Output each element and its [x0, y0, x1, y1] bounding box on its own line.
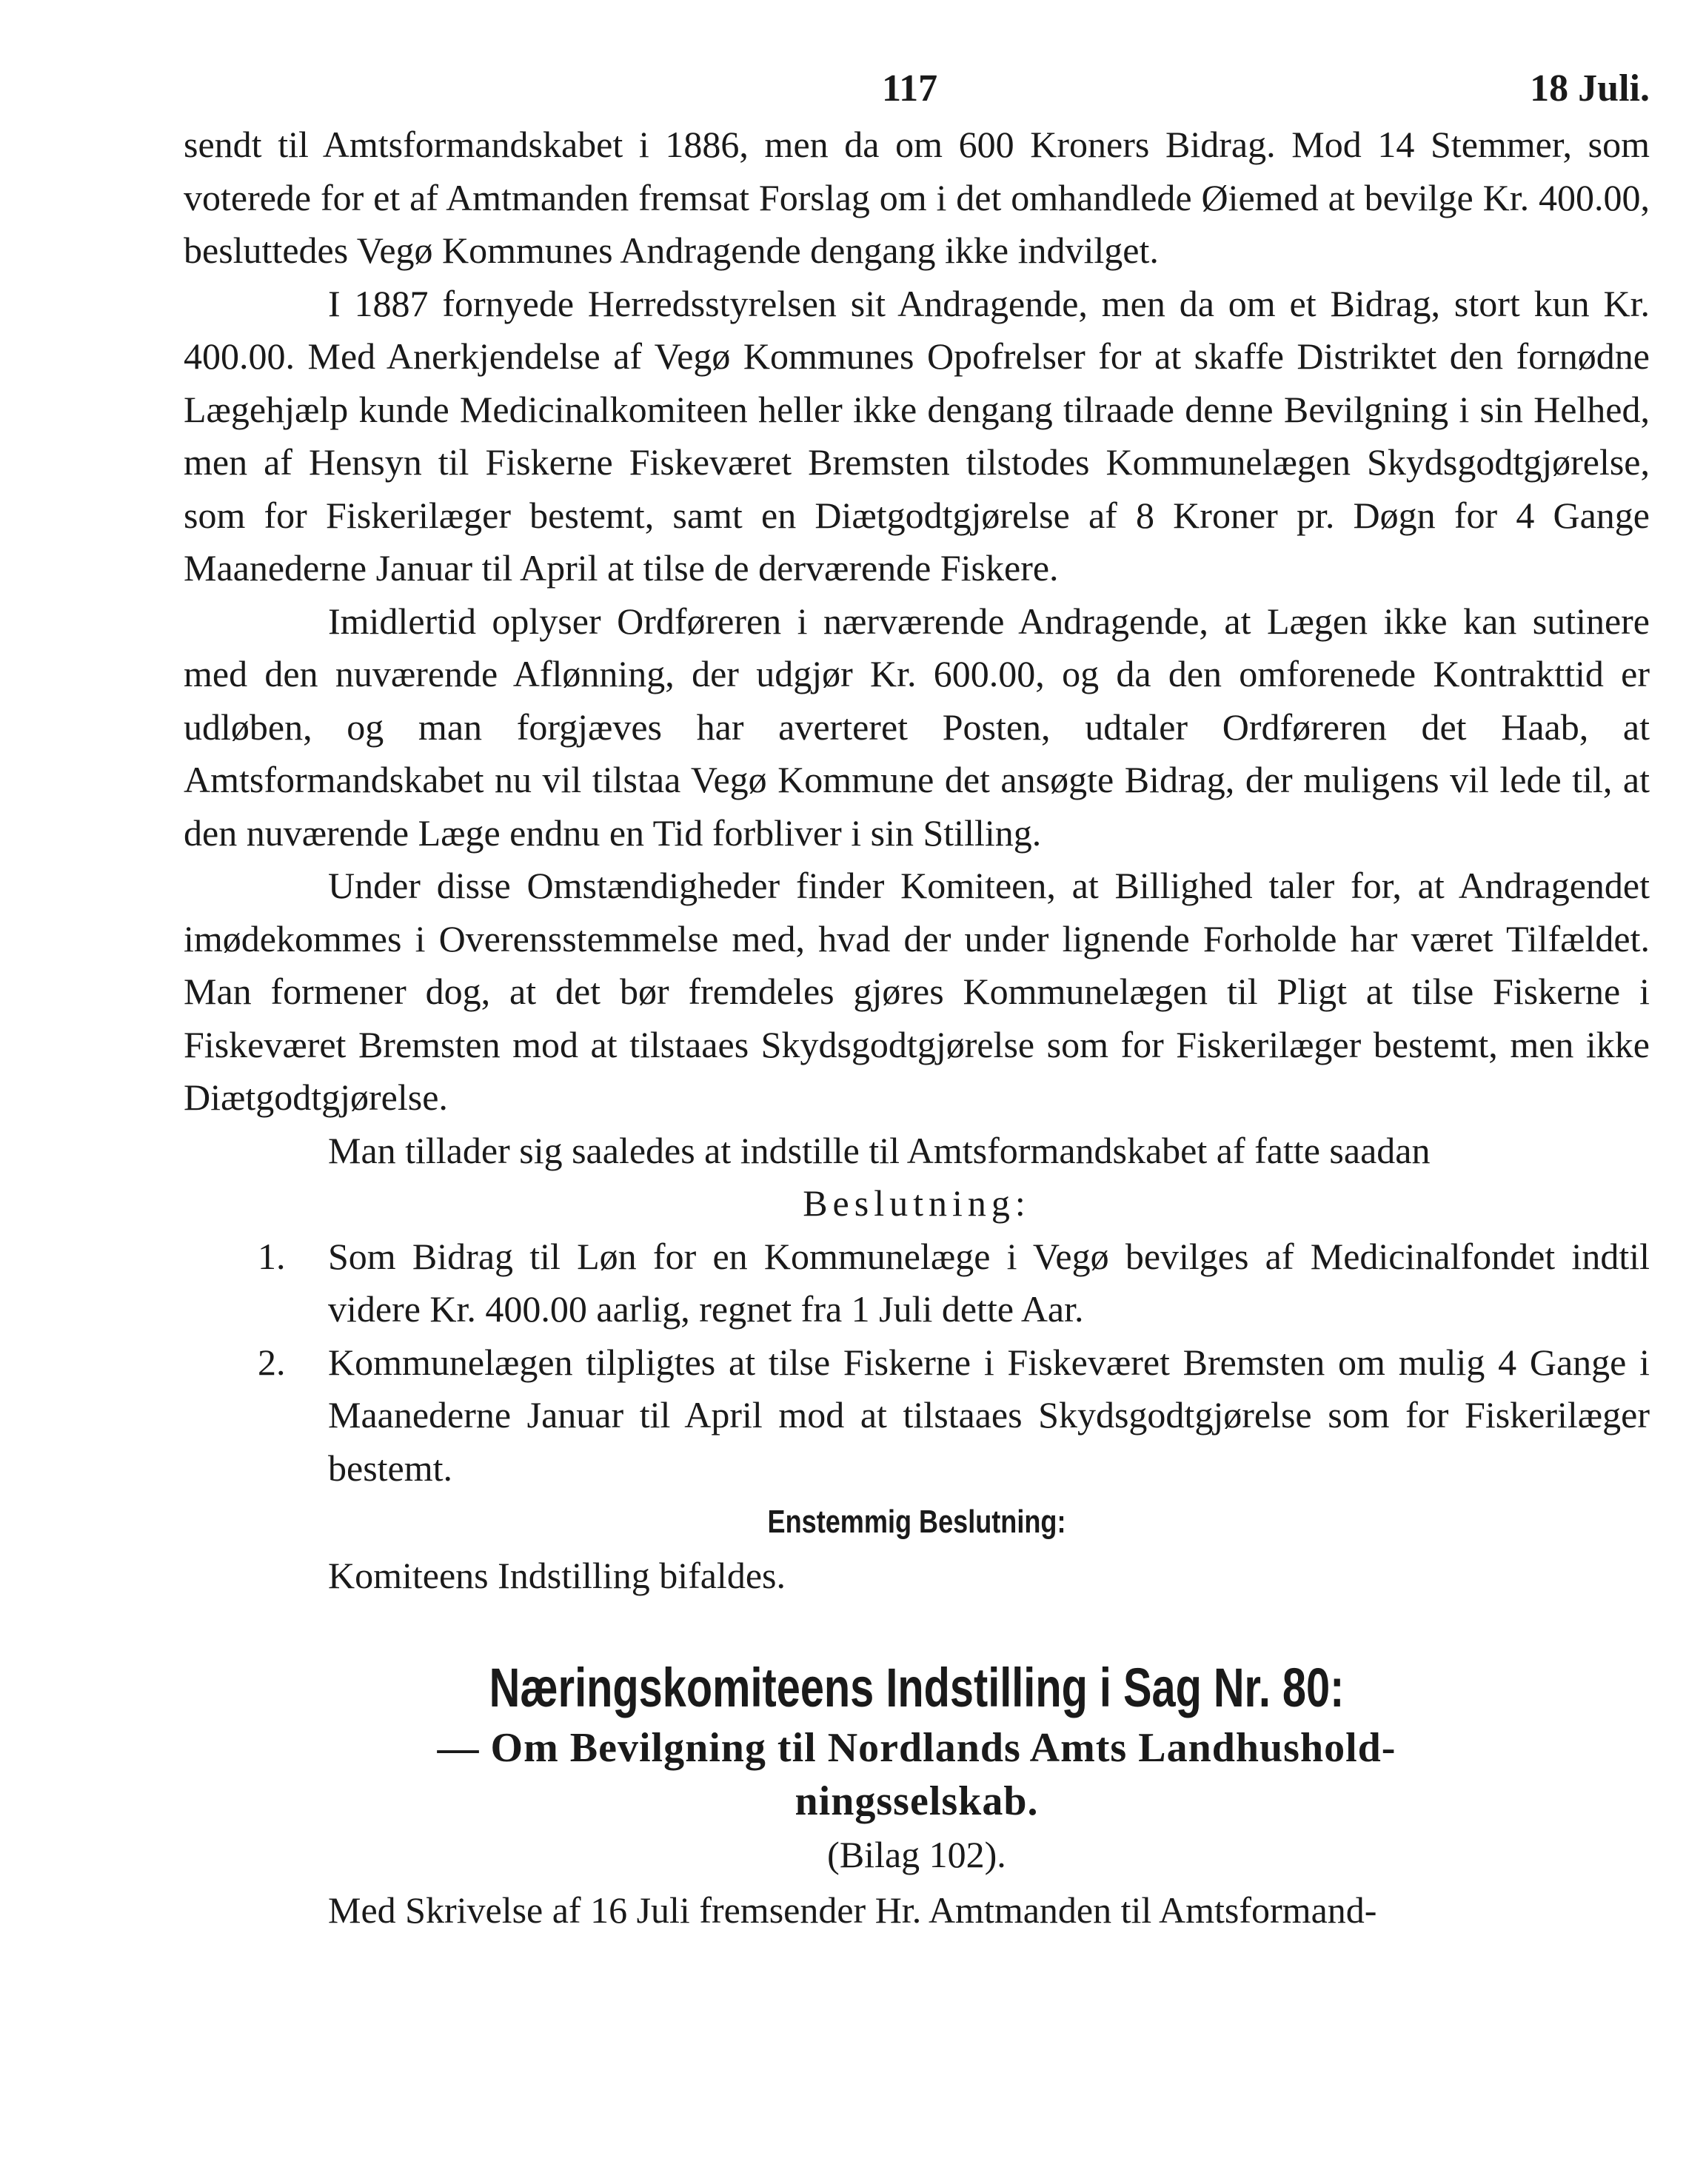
item-number: 1. — [258, 1235, 286, 1277]
enstemmig-heading: Enstemmig Beslutning: — [767, 1504, 1066, 1540]
enstemmig-text: Komiteens Indstilling bifaldes. — [328, 1555, 786, 1596]
beslutning-item-1 — [184, 1230, 1650, 1336]
section-subtitle-line-2: ningsselskab. — [795, 1778, 1039, 1824]
page-header — [184, 67, 1650, 118]
item-text: Kommunelægen tilpligtes at tilse Fiskerne i Fiskeværet Bremsten om mulig 4 Gange i Maanederne Januar til April mod at tilstaaes Skydsgodtgjørelse som for Fiskerilæger bestemt. — [328, 1341, 1650, 1489]
paragraph-3: Imidlertid oplyser Ordføreren i nærværende Andragende, at Lægen ikke kan sutinere med den nuværende Aflønning, der udgjør Kr. 600.00, og da den omforenede Kontrakttid er udløben, og man forgjæves har averteret Posten, udtaler Ordføreren det Haab, at Amtsformandskabet nu vil tilstaa Vegø Kommune det ansøgte Bidrag, der muligens vil lede til, at den nuværende Læge endnu en Tid forbliver i sin Stilling. — [184, 600, 1650, 854]
document-page — [184, 67, 1650, 1937]
bilag-reference: (Bilag 102). — [827, 1833, 1006, 1875]
beslutning-heading: Beslutning: — [803, 1182, 1031, 1224]
paragraph-1: sendt til Amtsformandskabet i 1886, men da om 600 Kroners Bidrag. Mod 14 Stemmer, som voterede for et af Amtmanden fremsat Forslag om i det omhandlede Øiemed at bevilge Kr. 400.00, besluttedes Vegø Kommunes Andragende dengang ikke indvilget. — [184, 124, 1650, 271]
page-date: 18 Juli. — [1530, 67, 1650, 110]
section-title: Næringskomiteens Indstilling i Sag Nr. 80: — [489, 1656, 1345, 1718]
paragraph-4: Under disse Omstændigheder finder Komiteen, at Billighed taler for, at Andragendet imødekommes i Overensstemmelse med, hvad der under lignende Forholde har været Tilfældet. Man formener dog, at det bør fremdeles gjøres Kommunelægen til Pligt at tilse Fiskerne i Fiskeværet Bremsten mod at tilstaaes Skydsgodtgjørelse som for Fiskerilæger bestemt, men ikke Diætgodtgjørelse. — [184, 865, 1650, 1118]
page-number: 117 — [882, 67, 938, 110]
item-number: 2. — [258, 1341, 286, 1383]
section-first-line: Med Skrivelse af 16 Juli fremsender Hr. Amtmanden til Amtsformand- — [328, 1889, 1377, 1931]
beslutning-item-2 — [184, 1336, 1650, 1495]
paragraph-2: I 1887 fornyede Herredsstyrelsen sit Andragende, men da om et Bidrag, stort kun Kr. 400.00. Med Anerkjendelse af Vegø Kommunes Opofrelser for at skaffe Distriktet den fornødne Lægehjælp kunde Medicinalkomiteen heller ikke dengang tilraade denne Bevilgning i sin Helhed, men af Hensyn til Fiskerne Fiskeværet Bremsten tilstodes Kommunelægen Skydsgodtgjørelse, som for Fiskerilæger bestemt, samt en Diætgodtgjørelse af 8 Kroner pr. Døgn for 4 Gange Maanederne Januar til April at tilse de derværende Fiskere. — [184, 282, 1650, 589]
item-text: Som Bidrag til Løn for en Kommunelæge i Vegø bevilges af Medicinalfondet indtil videre Kr. 400.00 aarlig, regnet fra 1 Juli dette Aar. — [328, 1235, 1650, 1330]
section-subtitle-line-1: — Om Bevilgning til Nordlands Amts Landhushold- — [437, 1724, 1396, 1771]
paragraph-5: Man tillader sig saaledes at indstille til Amtsformandskabet af fatte saadan — [328, 1129, 1431, 1171]
